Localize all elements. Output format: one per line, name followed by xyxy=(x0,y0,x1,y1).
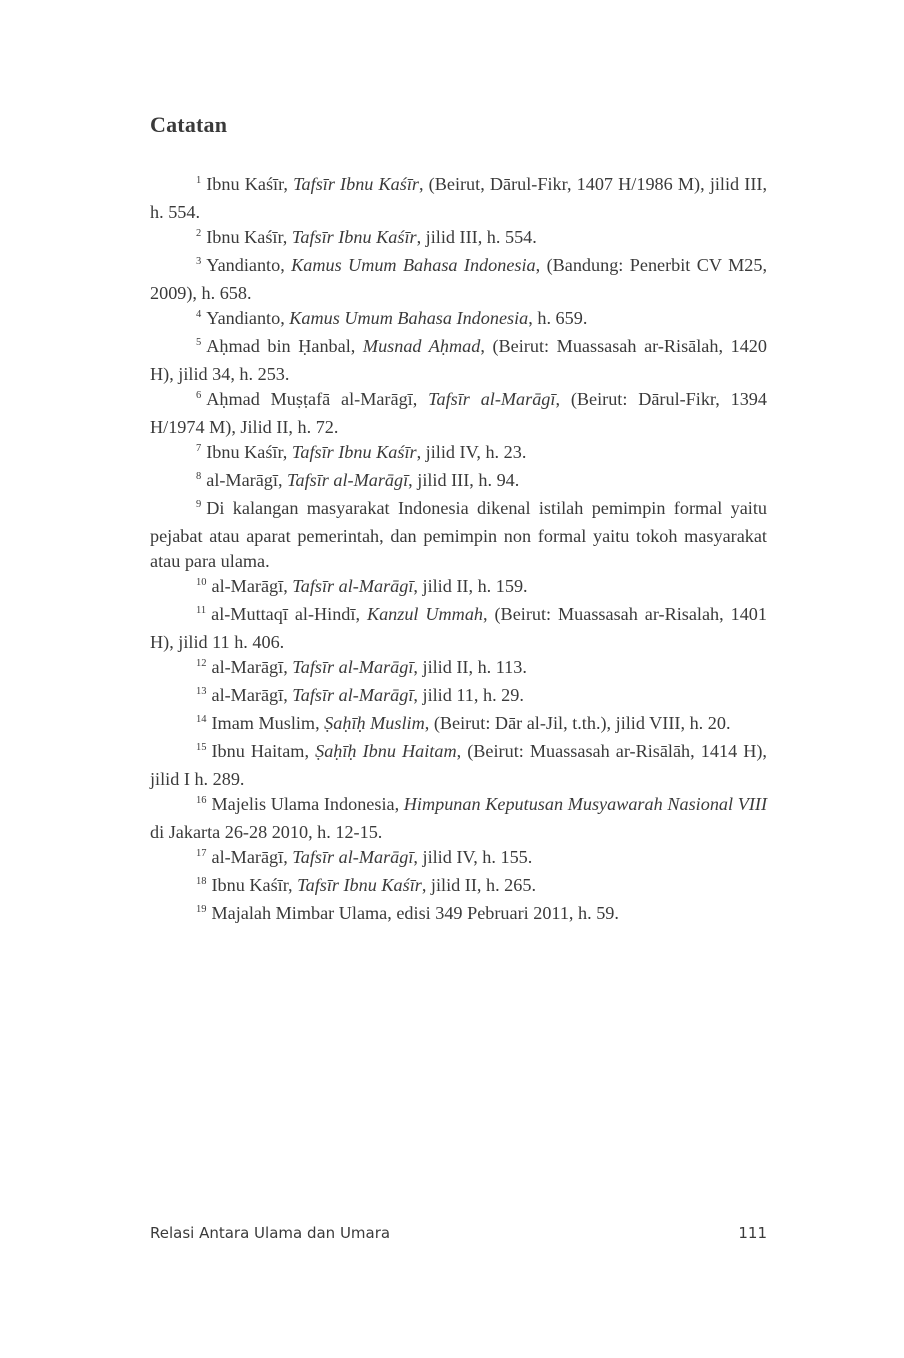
cited-title: Kanzul Ummah xyxy=(366,604,484,624)
endnote: $^{10}$ al-Marāgī, Tafsīr al-Marāgī, jilid II, h. 159. xyxy=(196,576,528,596)
endnote-number: 9 xyxy=(196,499,202,510)
cited-title: Tafsīr al-Marāgī xyxy=(292,685,414,705)
cited-title: Tafsīr al-Marāgī xyxy=(287,470,409,490)
cited-title: Kamus Umum Bahasa Indonesia xyxy=(289,308,529,328)
endnote: $^{18}$ Ibnu Kaśīr, Tafsīr Ibnu Kaśīr, jilid II, h. 265. xyxy=(196,875,536,895)
endnote: $^8$ al-Marāgī, Tafsīr al-Marāgī, jilid III, h. 94. xyxy=(196,470,520,490)
endnote: $^{19}$ Majalah Mimbar Ulama, edisi 349 Pebruari 2011, h. 59. xyxy=(196,903,619,923)
cited-title: Musnad Aḥmad xyxy=(362,336,481,356)
cited-title: Tafsīr Ibnu Kaśīr xyxy=(293,174,419,194)
endnote: $^7$ Ibnu Kaśīr, Tafsīr Ibnu Kaśīr, jilid IV, h. 23. xyxy=(196,442,527,462)
cited-title: Tafsīr Ibnu Kaśīr xyxy=(291,442,417,462)
page-number: 111 xyxy=(738,1224,767,1242)
endnote-number: 11 xyxy=(196,605,207,616)
endnote-number: 5 xyxy=(196,337,202,348)
endnote-number: 19 xyxy=(196,904,207,915)
endnote-number: 4 xyxy=(196,309,202,320)
endnote-number: 12 xyxy=(196,658,207,669)
section-heading: Catatan xyxy=(150,112,228,137)
endnote-number: 1 xyxy=(196,175,202,186)
endnote: $^4$ Yandianto, Kamus Umum Bahasa Indonesia, h. 659. xyxy=(196,308,588,328)
cited-title: Tafsīr al-Marāgī xyxy=(292,657,414,677)
endnote: $^6$ Aḥmad Muṣṭafā al-Marāgī, Tafsīr al-Marāgī, (Beirut: Dārul-Fikr, 1394 H/1974 M), Jilid II, h. 72. xyxy=(150,389,767,437)
cited-title: Ṣaḥīḥ Muslim xyxy=(324,713,425,733)
endnote: $^{14}$ Imam Muslim, Ṣaḥīḥ Muslim, (Beirut: Dār al-Jil, t.th.), jilid VIII, h. 20. xyxy=(196,713,731,733)
endnote-number: 17 xyxy=(196,848,207,859)
cited-title: Himpunan Keputusan Musyawarah Nasional VIII xyxy=(403,794,767,814)
endnote: $^5$ Aḥmad bin Ḥanbal, Musnad Aḥmad, (Beirut: Muassasah ar-Risālah, 1420 H), jilid 34, h. 253. xyxy=(150,336,767,384)
endnote: $^9$ Di kalangan masyarakat Indonesia dikenal istilah pemimpin formal yaitu pejabat atau aparat pemerintah, dan pemimpin non formal yaitu tokoh masyarakat atau para ulama. xyxy=(150,498,767,571)
endnote: $^{17}$ al-Marāgī, Tafsīr al-Marāgī, jilid IV, h. 155. xyxy=(196,847,533,867)
endnote: $^{16}$ Majelis Ulama Indonesia, Himpunan Keputusan Musyawarah Nasional VIII di Jakarta 26-28 2010, h. 12-15. xyxy=(150,794,767,842)
endnote: $^{11}$ al-Muttaqī al-Hindī, Kanzul Ummah, (Beirut: Muassasah ar-Risalah, 1401 H), jilid 11 h. 406. xyxy=(150,604,767,652)
endnote-number: 8 xyxy=(196,471,202,482)
endnote: $^2$ Ibnu Kaśīr, Tafsīr Ibnu Kaśīr, jilid III, h. 554. xyxy=(196,227,537,247)
endnote-number: 18 xyxy=(196,876,207,887)
endnotes-list xyxy=(150,172,767,929)
endnote-number: 14 xyxy=(196,714,207,725)
cited-title: Tafsīr al-Marāgī xyxy=(428,389,556,409)
endnote: $^{12}$ al-Marāgī, Tafsīr al-Marāgī, jilid II, h. 113. xyxy=(196,657,527,677)
endnote: $^{13}$ al-Marāgī, Tafsīr al-Marāgī, jilid 11, h. 29. xyxy=(196,685,524,705)
endnote-number: 6 xyxy=(196,390,202,401)
cited-title: Tafsīr Ibnu Kaśīr xyxy=(297,875,422,895)
cited-title: Tafsīr al-Marāgī xyxy=(292,847,414,867)
endnote-number: 10 xyxy=(196,577,207,588)
endnote-number: 2 xyxy=(196,228,202,239)
endnote-number: 15 xyxy=(196,742,207,753)
running-footer-title: Relasi Antara Ulama dan Umara xyxy=(150,1224,391,1242)
cited-title: Tafsīr al-Marāgī xyxy=(292,576,414,596)
endnote-number: 16 xyxy=(196,795,207,806)
endnote-number: 3 xyxy=(196,256,202,267)
endnote: $^{15}$ Ibnu Haitam, Ṣaḥīḥ Ibnu Haitam, (Beirut: Muassasah ar-Risālāh, 1414 H), jilid I h. 289. xyxy=(150,741,767,789)
cited-title: Tafsīr Ibnu Kaśīr xyxy=(291,227,417,247)
endnote-number: 13 xyxy=(196,686,207,697)
endnote-number: 7 xyxy=(196,443,202,454)
endnote: $^1$ Ibnu Kaśīr, Tafsīr Ibnu Kaśīr, (Beirut, Dārul-Fikr, 1407 H/1986 M), jilid III, h. 554. xyxy=(150,174,767,222)
cited-title: Ṣaḥīḥ Ibnu Haitam xyxy=(315,741,457,761)
cited-title: Kamus Umum Bahasa Indonesia xyxy=(291,255,536,275)
endnote: $^3$ Yandianto, Kamus Umum Bahasa Indonesia, (Bandung: Penerbit CV M25, 2009), h. 658. xyxy=(150,255,767,303)
